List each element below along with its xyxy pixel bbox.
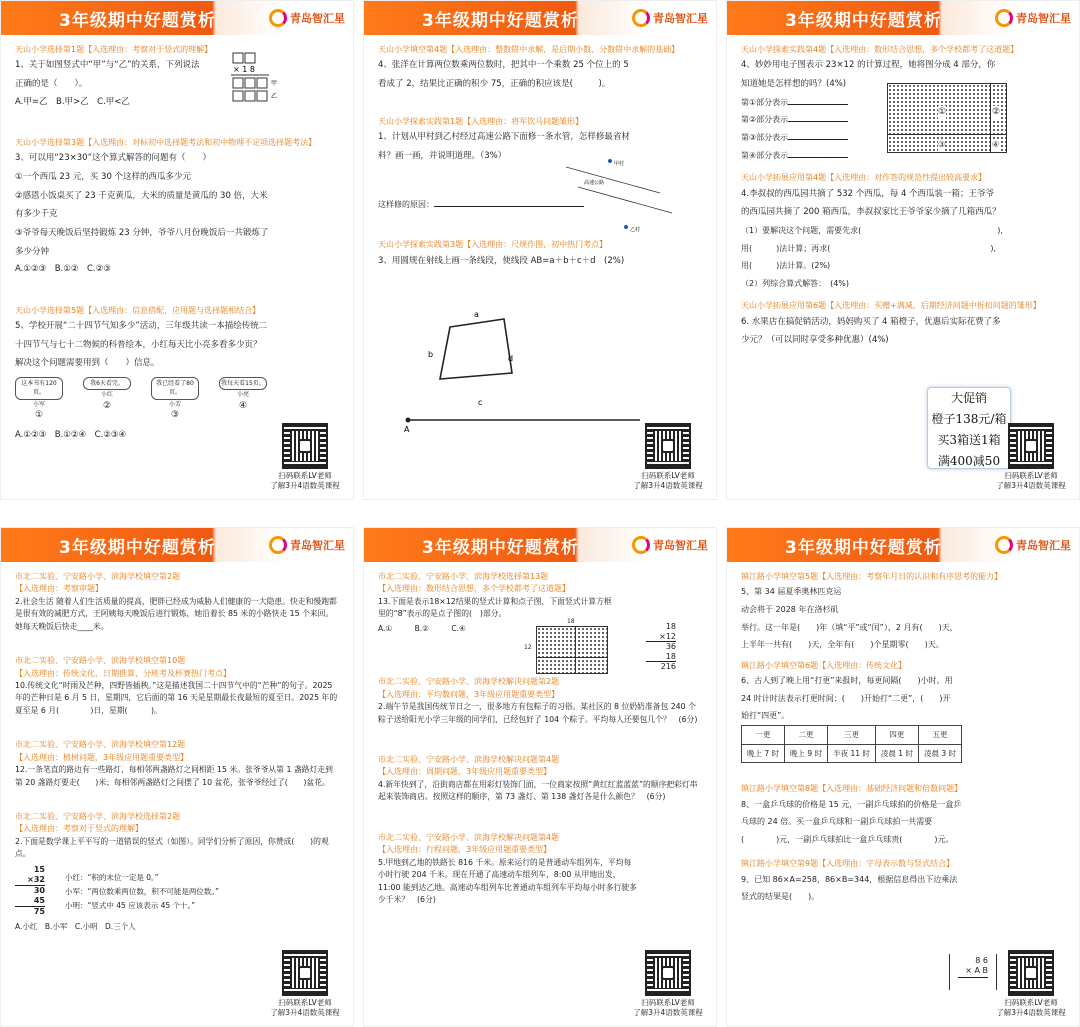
calc-line: ×12	[646, 632, 676, 643]
table-cell: 二更	[785, 725, 828, 744]
dot-grid-cols: 18	[567, 618, 575, 625]
question-tag: 市北二实验、宁安路小学、滨海学校填空第12题	[15, 740, 186, 750]
question-tag: 天山小学探索实践第3题【入选理由：尺规作图，初中热门考点】	[378, 240, 608, 250]
question-text: 5、第 34 届夏季奥林匹克运	[741, 587, 842, 597]
vertical-calc	[949, 954, 997, 990]
answer-options: A.① B.② C.④	[378, 623, 466, 633]
logo-icon	[269, 536, 287, 554]
question-text: 2.下面是数学课上平平写的一道错误的竖式（如图）。同学们分析了原因，你赞成( )的观点。	[15, 836, 329, 859]
question-text: 4.李叔叔的西瓜园共摘了 532 个西瓜，每 4 个西瓜装一箱；王爷爷	[741, 188, 995, 199]
kid-card	[15, 377, 63, 423]
header-title: 3年级期中好题赏析	[422, 11, 579, 31]
question-text: 10.传统文化“时雨及芒种，四野皆插秧。”这是描述我国二十四节气中的“芒种”的句子。2025 年的芒种日是 6 月 5 日，星期四，它后面的第 16 天是星期最长夜最短的夏至日。2025 年的夏至是 6 月( )日，星期( )。	[15, 680, 338, 715]
question-text: 3、用圆规在射线上画一条线段，使线段 AB=a＋b＋c＋d (2%)	[378, 255, 625, 266]
logo-icon	[269, 9, 287, 27]
qr-caption-2: 了解3升4语数英课程	[633, 1007, 703, 1017]
logo-icon	[632, 536, 650, 554]
qr-caption-2: 了解3升4语数英课程	[270, 1007, 340, 1017]
table-cell: 五更	[918, 725, 961, 744]
question-text: 正确的是（ ）。	[15, 79, 88, 90]
question-text: 4、张洋在计算两位数乘两位数时，把其中一个乘数 25 个位上的 5	[378, 60, 629, 71]
qr-block[interactable]	[991, 423, 1071, 491]
vertical-calc	[646, 622, 676, 672]
question-text: 料？画一画，并说明道理。（3%）	[378, 150, 507, 161]
calc-line: 30	[33, 885, 45, 895]
qr-code-icon[interactable]	[645, 423, 691, 469]
qr-caption-1: 扫码联系LV老师	[278, 470, 332, 480]
question-tag: 天山小学拓展应用第6题【入选理由：买赠+满减，后期经济问题中折扣问题的雏形】	[741, 301, 1041, 311]
question-tag: 市北二实验、宁安路小学、滨海学校选择第2题	[15, 812, 181, 822]
dot-grid-figure	[524, 618, 608, 674]
village-jia-label: 甲村	[614, 161, 625, 167]
logo-icon	[995, 536, 1013, 554]
brand-name: 青岛智汇星	[653, 12, 708, 25]
qr-code-icon[interactable]	[282, 423, 328, 469]
question-text: 13.下面是表示18×12结果的竖式计算和点子图，下面竖式计算方框里的“8”表示的是点子图的( )部分。	[378, 596, 612, 619]
question-tag: 【入选理由：行程问题，3年级应用题重要类型】	[378, 845, 552, 855]
panel-header	[364, 528, 716, 562]
panel-6	[726, 527, 1080, 1027]
qr-caption-2: 了解3升4语数英课程	[996, 1007, 1066, 1017]
svg-text:甲: 甲	[271, 80, 278, 87]
step-line: 用( )法计算；再求( ),	[741, 243, 997, 253]
speech-bubble: 这本书有120页。	[15, 377, 63, 400]
header-title: 3年级期中好题赏析	[59, 538, 216, 558]
brand-name: 青岛智汇星	[290, 12, 345, 25]
table-cell: 半夜 11 时	[828, 744, 876, 763]
side-b-label: b	[428, 350, 434, 359]
question-tag: 天山小学选择第3题【入选理由：对标初中选择题考法和初中物理不定项选择题考法】	[15, 137, 317, 147]
question-text: ( )元，一副乒乓球拍比一盒乒乓球贵( )元。	[741, 834, 954, 844]
part-label: 第③部分表示	[741, 132, 789, 142]
kid-number: ②	[102, 400, 112, 411]
kid-card	[219, 377, 267, 423]
question-text: 6、古人到了晚上用“打更”来报时，每更间隔( )小时。用	[741, 676, 953, 686]
question-text: 知道她是怎样想的吗？(4%)	[741, 79, 847, 90]
calc-line: 75	[33, 906, 45, 916]
header-title: 3年级期中好题赏析	[59, 11, 216, 31]
question-text: 4、妙妙用电子图表示 23×12 的计算过程，她将图分成 4 部分，你	[741, 60, 996, 71]
calc-line: 18	[665, 622, 676, 631]
question-text: 解决这个问题需要用到（ ）信息。	[15, 358, 160, 369]
question-text: 十四节气与七十二物候的科普绘本，小红每天比小亮多看多少页？	[15, 339, 262, 350]
point-a-label: A	[404, 425, 410, 434]
table-cell: 凌晨 1 时	[875, 744, 918, 763]
qr-code-icon[interactable]	[1008, 950, 1054, 996]
qr-code-icon[interactable]	[282, 950, 328, 996]
question-tag: 天山小学选择第1题【入选理由：考察对于竖式的理解】	[15, 45, 213, 54]
logo-icon	[632, 9, 650, 27]
opinion-line: 小红：“积的末位一定是 0。”	[65, 872, 159, 882]
header-title: 3年级期中好题赏析	[422, 538, 579, 558]
speech-bubble: 我已经看了80页。	[151, 377, 199, 400]
svg-text:× 1 8: × 1 8	[233, 65, 255, 74]
question-tag: 市北二实验、宁安路小学、滨海学校解决问题第2题	[378, 677, 560, 687]
question-text: 竖式的结果是( )。	[741, 892, 820, 902]
promo-line: 满400减50	[937, 454, 1001, 468]
calc-line: 45	[15, 896, 45, 907]
village-yi-label: 乙村	[630, 227, 641, 233]
question-text: 5、学校开展“二十四节气知多少”活动，三年级共读一本描绘传统二	[15, 321, 268, 332]
vertical-calc	[15, 865, 45, 917]
promo-line: 大促销	[950, 391, 987, 405]
part-label: 第④部分表示	[741, 150, 789, 160]
qr-block[interactable]	[628, 950, 708, 1018]
question-tag: 【入选理由：平均数问题，3年级应用题重要类型】	[378, 689, 560, 699]
question-tag: 市北二实验、宁安路小学、滨海学校解决问题第4题	[378, 832, 560, 842]
question-tag: 天山小学探索实践第1题【入选理由：将军饮马问题雏形】	[378, 116, 584, 126]
panel-2	[363, 0, 717, 500]
qr-block[interactable]	[991, 950, 1071, 1018]
promo-line: 橙子138元/箱	[931, 412, 1007, 426]
qr-caption-2: 了解3升4语数英课程	[633, 480, 703, 490]
opinion-line: 小军：“两位数乘两位数，积不可能是两位数。”	[65, 887, 220, 897]
part-label: 第②部分表示	[741, 115, 789, 125]
question-tag: 【入选理由：数形结合思想，多个学校都考了这道题】	[378, 584, 570, 594]
calc-line: 8 6	[975, 956, 988, 965]
question-tag: 【入选理由：传统文化，日期推算，分班考及杯赛热门考点】	[15, 668, 231, 678]
student-opinions	[65, 871, 219, 917]
table-cell: 四更	[875, 725, 918, 744]
question-text: 6. 水果店在搞促销活动，妈妈购买了 4 箱橙子，优惠后实际花费了多	[741, 316, 1001, 327]
question-text: 12.一条笔直的路边有一些路灯，每相邻两盏路灯之间相距 15 米。张爷爷从第 1 盏路灯走到第 20 盏路灯要走( )米；每相邻两盏路灯之间摆了 10 盆花，张爷爷经过了( )盆花。	[15, 765, 333, 787]
brand-name: 青岛智汇星	[1016, 539, 1071, 552]
panel-1	[0, 0, 354, 500]
answer-options: A.①②③ B.①② C.②③	[15, 264, 111, 275]
table-row	[742, 744, 962, 763]
table-cell: 一更	[742, 725, 785, 744]
reason-label: 这样修的原因：	[378, 199, 434, 209]
question-text: 1、关于如图竖式中“甲”与“乙”的关系，下列说法	[15, 60, 200, 71]
qr-block[interactable]	[265, 423, 345, 491]
step-line: 用( )法计算。(2%)	[741, 261, 831, 271]
opinion-line: 小明：“竖式中 45 应该表示 45 个十。”	[65, 901, 196, 911]
header-title: 3年级期中好题赏析	[785, 11, 942, 31]
question-option: 多少分钟	[15, 246, 50, 257]
question-text: 1、计划从甲村到乙村经过高速公路下面修一条水管，怎样修最省材	[378, 132, 630, 143]
panel-header	[1, 1, 353, 35]
question-text: 9、已知 86×A=258，86×B=344，根据信息得出下边乘法	[741, 874, 958, 884]
vertical-calc-row	[15, 865, 339, 917]
dot-grid-rows: 12	[524, 644, 532, 651]
brand-logo	[632, 9, 708, 27]
speech-bubble: 我6天看完。	[83, 377, 131, 390]
table-cell: 晚上 9 时	[785, 744, 828, 763]
question-text: 动会将于 2028 年在洛杉矶	[741, 604, 839, 614]
brand-name: 青岛智汇星	[653, 539, 708, 552]
step-line: （1）要解决这个问题，需要先求( ),	[741, 225, 1003, 235]
kid-name: 小军	[32, 400, 45, 408]
qr-block[interactable]	[265, 950, 345, 1018]
geng-table	[741, 725, 962, 763]
qr-caption-1: 扫码联系LV老师	[641, 997, 695, 1007]
question-text: 4.新年快到了，沿街商店都在用彩灯装饰门面，一位商家按照“黄红红蓝蓝蓝”的顺序把彩灯串起来装饰商店。按照这样的顺序，第 73 盏灯、第 138 盏灯各是什么颜色？ (6分)	[378, 779, 698, 802]
kid-name: 小亮	[236, 391, 249, 399]
question-tag: 天山小学填空第4题【入选理由：整数错中求解，是后期小数、分数错中求解的基础】	[378, 45, 680, 54]
question-text: 上半年一共有( )天，全年有( )个星期零( )天。	[741, 640, 944, 650]
header-title: 3年级期中好题赏析	[785, 538, 942, 558]
kid-card	[83, 377, 131, 423]
question-text: 的西瓜园共摘了 200 箱西瓜，李叔叔家比王爷爷家少摘了几箱西瓜？	[741, 207, 1001, 218]
question-text: 看成了 2，结果比正确的积少 75，正确的积应该是( )。	[378, 79, 611, 90]
question-text: 2.社会生活 随着人们生活质量的提高，肥胖已经成为威胁人们健康的一大隐患。快走和慢跑都是很有效的减肥方式，王阿姨每天晚饭后进行锻炼，她沿着长 85 米的小路快走 15 个来回。她每天晚饭后快走____米。	[15, 596, 337, 631]
question-text: 5.甲地到乙地的铁路长 816 千米。原来运行的是普通动车组列车，平均每小时行驶 204 千米。现在开通了高速动车组列车，8:00 从甲地出发，11:00 能到达乙地。高速动车组列车比普通动车组列车平均每小时多行驶多少千米？ (6分)	[378, 857, 637, 904]
vertical-calc-figure	[229, 51, 279, 107]
calc-line: 216	[660, 662, 676, 672]
question-tag: 市北二实验、宁安路小学、滨海学校填空第10题	[15, 656, 186, 666]
question-option: 有多少千克	[15, 209, 58, 220]
question-tag: 【入选理由：周期问题，3年级应用题重要类型】	[378, 767, 552, 777]
question-tag: 天山小学拓展应用第4题【入选理由：对作答的规范性提出较高要求】	[741, 173, 987, 183]
question-tag: 【入选理由：考察审题】	[15, 584, 103, 594]
panel-header	[727, 1, 1079, 35]
step-line: （2）列综合算式解答： (4%)	[741, 278, 850, 288]
kid-name: 小红	[100, 391, 113, 399]
table-cell: 三更	[828, 725, 876, 744]
calc-line: × A B	[958, 966, 988, 977]
question-text: 2.端午节是我国传统节日之一，很多地方有包粽子的习俗。某社区的 8 位奶奶准备包 240 个粽子送给阳光小学三年级的同学们，已经包好了 104 个粽子。平均每人还要包几个？ (6分)	[378, 702, 698, 724]
brand-logo	[269, 536, 345, 554]
question-text: 8、一盒乒乓球的价格是 15 元，一副乒乓球拍的价格是一盒乒	[741, 799, 962, 809]
table-cell: 凌晨 3 时	[918, 744, 961, 763]
part-label: 第①部分表示	[741, 97, 789, 107]
brand-logo	[632, 536, 708, 554]
calc-line: 18	[646, 652, 676, 663]
question-tag: 市北二实验、宁安路小学、滨海学校选择第13题	[378, 572, 549, 581]
question-option: ①一个西瓜 23 元，买 30 个这样的西瓜多少元	[15, 172, 192, 183]
qr-block[interactable]	[628, 423, 708, 491]
question-tag: 天山小学选择第5题【入选理由：信息搭配，应用题与选择题相结合】	[15, 305, 261, 315]
qr-caption-2: 了解3升4语数英课程	[996, 480, 1066, 490]
question-text: 24 时计时法表示打更时间：( )开始打“二更”，( )开	[741, 693, 951, 703]
question-tag: 镇江路小学填空第6题【入选理由：传统文化】	[741, 660, 907, 670]
kid-card	[151, 377, 199, 423]
qr-code-icon[interactable]	[1008, 423, 1054, 469]
question-tag: 市北二实验、宁安路小学、滨海学校解决问题第4题	[378, 755, 560, 765]
question-text: 始打“四更”。	[741, 711, 790, 721]
calc-line: 15	[33, 864, 45, 874]
brand-name: 青岛智汇星	[290, 539, 345, 552]
calc-line: ×32	[15, 875, 45, 886]
kid-number: ③	[170, 409, 180, 420]
answer-options: A.小红 B.小军 C.小明 D.三个人	[15, 921, 136, 931]
question-tag: 镇江路小学填空第8题【入选理由：基础经济问题和倍数问题】	[741, 784, 963, 794]
panel-4	[0, 527, 354, 1027]
qr-caption-1: 扫码联系LV老师	[1004, 470, 1058, 480]
svg-text:乙: 乙	[271, 93, 278, 100]
kids-row	[15, 377, 339, 423]
side-c-label: c	[478, 398, 483, 407]
highway-label: 高速公路	[584, 180, 605, 186]
qr-caption-1: 扫码联系LV老师	[278, 997, 332, 1007]
panel-header	[364, 1, 716, 35]
panel-header	[1, 528, 353, 562]
answer-options: A.①②③ B.①②④ C.②③④	[15, 429, 127, 440]
qr-caption-1: 扫码联系LV老师	[1004, 997, 1058, 1007]
question-text: 3、可以用“23×30”这个算式解答的问题有（ ）	[15, 153, 211, 164]
panel-3	[726, 0, 1080, 500]
question-tag: 【入选理由：考察对于竖式的理解】	[15, 824, 143, 834]
logo-icon	[995, 9, 1013, 27]
panel-header	[727, 528, 1079, 562]
qr-code-icon[interactable]	[645, 950, 691, 996]
panel-5	[363, 527, 717, 1027]
brand-name: 青岛智汇星	[1016, 12, 1071, 25]
question-text: 乓球的 24 倍。买一盒乒乓球和一副乒乓球拍一共需要	[741, 817, 933, 827]
table-row	[742, 725, 962, 744]
question-tag: 【入选理由：植树问题，3年级应用题重要类型】	[15, 752, 189, 762]
quadrilateral-figure	[400, 310, 680, 437]
question-tag: 镇江路小学填空第9题【入选理由：字母表示数与竖式结合】	[741, 859, 955, 869]
kid-name: 小芳	[168, 400, 181, 408]
brand-logo	[269, 9, 345, 27]
kid-number: ①	[34, 409, 44, 420]
question-option: ②感恩小饭桌买了 23 千克黄瓜，大米的质量是黄瓜的 30 倍，大米	[15, 190, 268, 201]
table-cell: 晚上 7 时	[742, 744, 785, 763]
kid-number: ④	[238, 400, 248, 411]
speech-bubble: 我每天看15页。	[219, 377, 267, 390]
question-text: 少元？（可以同时享受多种优惠）(4%)	[741, 335, 889, 346]
dot-grid-figure: ① ② ③ ④	[887, 83, 1007, 153]
side-d-label: d	[508, 354, 514, 363]
question-text: 举行。这一年是( )年（填“平”或“闰”），2 月有( )天，	[741, 622, 958, 632]
brand-logo	[995, 9, 1071, 27]
qr-caption-2: 了解3升4语数英课程	[270, 480, 340, 490]
question-tag: 镇江路小学填空第5题【入选理由：考察年月日的认识和有序思考的能力】	[741, 572, 1003, 581]
calc-line: 36	[665, 642, 676, 652]
promo-line: 买3箱送1箱	[937, 433, 1001, 447]
question-option: ③爷爷每天晚饭后坚持锻炼 23 分钟，爷爷八月份晚饭后一共锻炼了	[15, 228, 269, 239]
answer-options: A.甲=乙 B.甲>乙 C.甲<乙	[15, 96, 130, 107]
side-a-label: a	[474, 310, 479, 319]
qr-caption-1: 扫码联系LV老师	[641, 470, 695, 480]
highway-figure	[564, 157, 674, 235]
brand-logo	[995, 536, 1071, 554]
question-tag: 天山小学探索实践第4题【入选理由：数形结合思想，多个学校都考了这道题】	[741, 45, 1019, 54]
question-tag: 市北二实验、宁安路小学、滨海学校填空第2题	[15, 572, 181, 581]
